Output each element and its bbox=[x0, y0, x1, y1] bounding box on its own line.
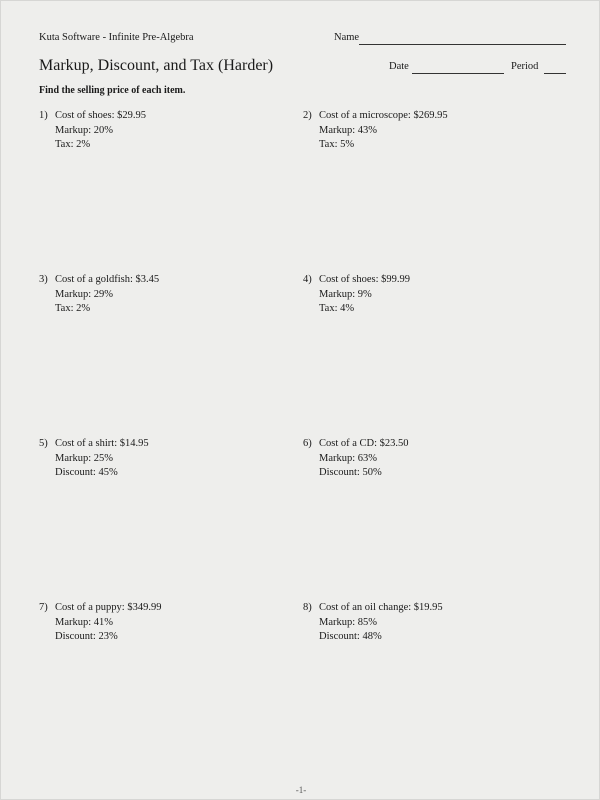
problem-number: 7) bbox=[39, 602, 48, 613]
problem-5 bbox=[39, 437, 149, 481]
name-label: Name bbox=[334, 32, 360, 43]
problem-number: 1) bbox=[39, 110, 48, 121]
period-label: Period bbox=[511, 61, 539, 72]
problem-2 bbox=[303, 109, 448, 153]
problem-adjustment: Tax: 5% bbox=[319, 139, 355, 150]
problem-1 bbox=[39, 109, 146, 153]
problem-cost: Cost of a microscope: $269.95 bbox=[319, 110, 448, 121]
problem-cost: Cost of a CD: $23.50 bbox=[319, 438, 409, 449]
problem-number: 4) bbox=[303, 274, 312, 285]
problem-number: 2) bbox=[303, 110, 312, 121]
problem-7 bbox=[39, 601, 161, 645]
problem-markup: Markup: 63% bbox=[319, 452, 378, 464]
problem-cost: Cost of a shirt: $14.95 bbox=[55, 438, 149, 449]
problem-number: 8) bbox=[303, 602, 312, 613]
instructions: Find the selling price of each item. bbox=[39, 85, 186, 96]
period-field-line[interactable] bbox=[544, 73, 566, 74]
problem-adjustment: Discount: 50% bbox=[319, 467, 382, 478]
software-label: Kuta Software - Infinite Pre-Algebra bbox=[39, 32, 194, 43]
problem-adjustment: Discount: 45% bbox=[55, 467, 118, 478]
page-title: Markup, Discount, and Tax (Harder) bbox=[39, 57, 274, 74]
problem-cost: Cost of a puppy: $349.99 bbox=[55, 602, 162, 613]
problem-adjustment: Tax: 2% bbox=[55, 303, 91, 314]
problem-adjustment: Tax: 2% bbox=[55, 139, 91, 150]
date-label: Date bbox=[389, 61, 409, 72]
problem-cost: Cost of shoes: $29.95 bbox=[55, 110, 147, 121]
problem-number: 5) bbox=[39, 438, 48, 449]
problem-cost: Cost of a goldfish: $3.45 bbox=[55, 274, 160, 285]
problem-number: 6) bbox=[303, 438, 312, 449]
problem-6 bbox=[303, 437, 409, 481]
date-field-line[interactable] bbox=[412, 73, 504, 74]
problem-3 bbox=[39, 273, 159, 317]
problem-markup: Markup: 41% bbox=[55, 616, 114, 628]
problem-number: 3) bbox=[39, 274, 48, 285]
problem-cost: Cost of shoes: $99.99 bbox=[319, 274, 411, 285]
problem-adjustment: Tax: 4% bbox=[319, 303, 355, 314]
problem-markup: Markup: 25% bbox=[55, 452, 114, 464]
name-field-line[interactable] bbox=[359, 44, 566, 45]
problem-markup: Markup: 20% bbox=[55, 124, 114, 136]
problem-cost: Cost of an oil change: $19.95 bbox=[319, 602, 443, 613]
problem-markup: Markup: 85% bbox=[319, 616, 378, 628]
problem-markup: Markup: 9% bbox=[319, 288, 372, 300]
problem-adjustment: Discount: 48% bbox=[319, 631, 382, 642]
problem-adjustment: Discount: 23% bbox=[55, 631, 118, 642]
page-number: -1- bbox=[295, 785, 307, 795]
problem-8 bbox=[303, 601, 443, 645]
problem-markup: Markup: 43% bbox=[319, 124, 378, 136]
problem-4 bbox=[303, 273, 410, 317]
problem-markup: Markup: 29% bbox=[55, 288, 114, 300]
